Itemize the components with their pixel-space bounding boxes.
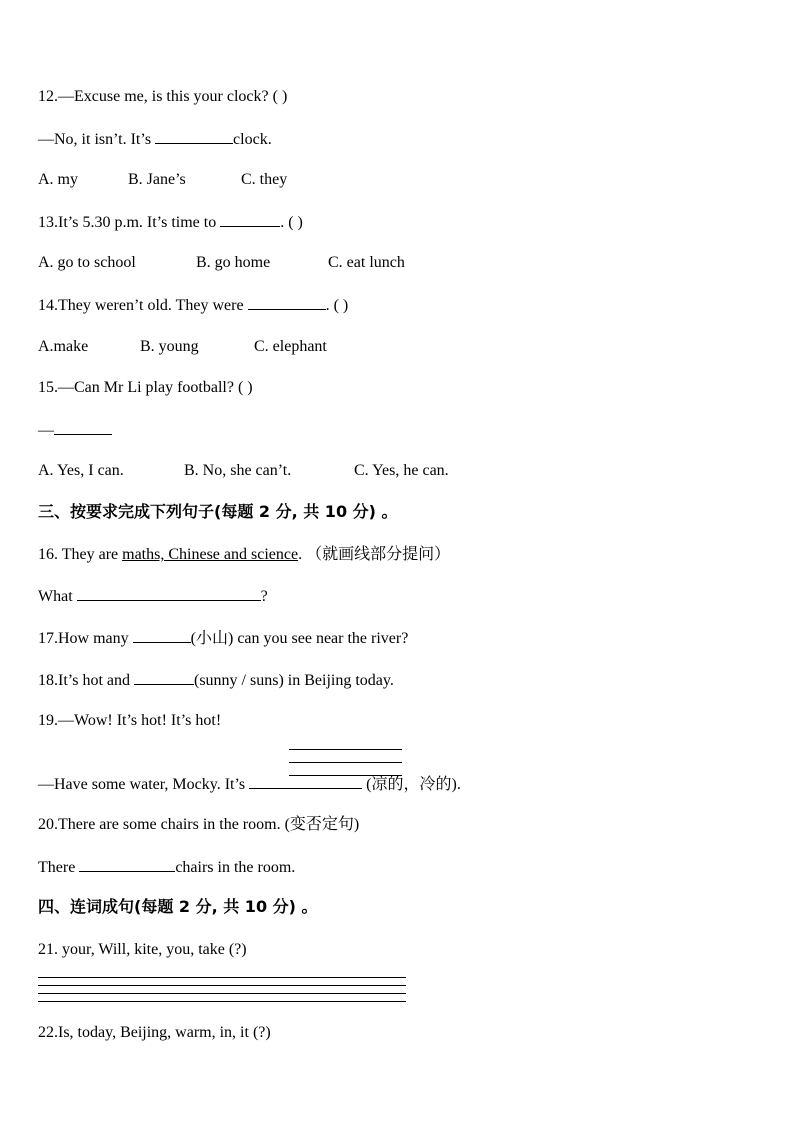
answer-blank[interactable] — [77, 586, 261, 601]
question-16-answer — [38, 586, 268, 607]
option-c[interactable]: C. eat lunch — [328, 254, 405, 271]
question-16-answer-start: What — [38, 588, 77, 605]
option-a[interactable]: A. Yes, I can. — [38, 462, 124, 479]
question-20-stem: 20.There are some chairs in the room. (变否定句) — [38, 816, 360, 833]
question-17-end: (小山) can you see near the river? — [190, 630, 409, 647]
question-14-options — [38, 337, 327, 357]
question-22-words: 22.Is, today, Beijing, warm, in, it (?) — [38, 1024, 271, 1041]
option-a[interactable]: A. go to school — [38, 254, 136, 271]
question-16-answer-end: ? — [260, 588, 268, 605]
question-19-reply-end: (凉的，冷的). — [362, 776, 461, 793]
answer-blank[interactable] — [134, 670, 194, 685]
question-14-stem — [38, 295, 348, 316]
answer-rule[interactable] — [38, 977, 406, 978]
question-19-reply — [38, 774, 461, 795]
question-20-answer-end: chairs in the room. — [175, 859, 296, 876]
question-12-reply — [38, 129, 272, 150]
question-15-stem: 15.—Can Mr Li play football? ( ) — [38, 379, 253, 396]
question-17-start: 17.How many — [38, 630, 133, 647]
option-c[interactable]: C. Yes, he can. — [354, 462, 449, 479]
question-20-answer — [38, 857, 295, 878]
answer-rule[interactable] — [38, 993, 406, 994]
question-12-reply-end: clock. — [233, 131, 272, 148]
question-16-underlined: maths, Chinese and science — [122, 546, 299, 563]
answer-rule[interactable] — [38, 985, 406, 986]
question-17 — [38, 628, 408, 649]
answer-blank[interactable] — [54, 420, 112, 435]
question-13-stem-start: 13.It’s 5.30 p.m. It’s time to — [38, 214, 221, 231]
question-12-options — [38, 170, 287, 190]
question-19-reply-start: —Have some water, Mocky. It’s — [38, 776, 250, 793]
question-19-stem: 19.—Wow! It’s hot! It’s hot! — [38, 712, 222, 729]
question-21-words: 21. your, Will, kite, you, take (?) — [38, 941, 247, 958]
answer-blank[interactable] — [249, 774, 362, 789]
section-3-heading: 三、按要求完成下列句子(每题 2 分, 共 10 分) 。 — [38, 502, 398, 521]
question-16-stem — [38, 545, 450, 565]
answer-blank[interactable] — [155, 129, 233, 144]
option-a[interactable]: A.make — [38, 338, 89, 355]
question-14-stem-start: 14.They weren’t old. They were — [38, 297, 248, 314]
answer-blank[interactable] — [79, 857, 175, 872]
option-a[interactable]: A. my — [38, 171, 78, 188]
question-13-options — [38, 253, 405, 273]
section-4-heading: 四、连词成句(每题 2 分, 共 10 分) 。 — [38, 897, 318, 916]
question-12-stem: 12.—Excuse me, is this your clock? ( ) — [38, 88, 288, 105]
question-18-start: 18.It’s hot and — [38, 672, 134, 689]
option-c[interactable]: C. elephant — [254, 338, 327, 355]
option-b[interactable]: B. No, she can’t. — [184, 462, 292, 479]
question-13-stem-end: . ( ) — [280, 214, 303, 231]
answer-rule — [289, 749, 402, 750]
answer-blank[interactable] — [248, 295, 326, 310]
question-20-answer-start: There — [38, 859, 80, 876]
answer-rule[interactable] — [38, 1001, 406, 1002]
question-12-reply-start: —No, it isn’t. It’s — [38, 131, 156, 148]
option-c[interactable]: C. they — [241, 171, 288, 188]
question-18 — [38, 670, 394, 691]
option-b[interactable]: B. young — [140, 338, 199, 355]
question-16-end: . （就画线部分提问） — [298, 546, 451, 563]
question-14-stem-end: . ( ) — [325, 297, 349, 314]
option-b[interactable]: B. go home — [196, 254, 271, 271]
option-b[interactable]: B. Jane’s — [128, 171, 186, 188]
question-16-start: 16. They are — [38, 546, 123, 563]
answer-blank[interactable] — [133, 628, 191, 643]
question-18-end: (sunny / suns) in Beijing today. — [194, 672, 394, 689]
answer-rule — [289, 762, 402, 763]
question-13-stem — [38, 212, 303, 233]
question-15-options — [38, 461, 449, 481]
question-15-reply-start: — — [38, 422, 54, 439]
question-15-reply — [38, 420, 112, 441]
answer-blank[interactable] — [220, 212, 280, 227]
